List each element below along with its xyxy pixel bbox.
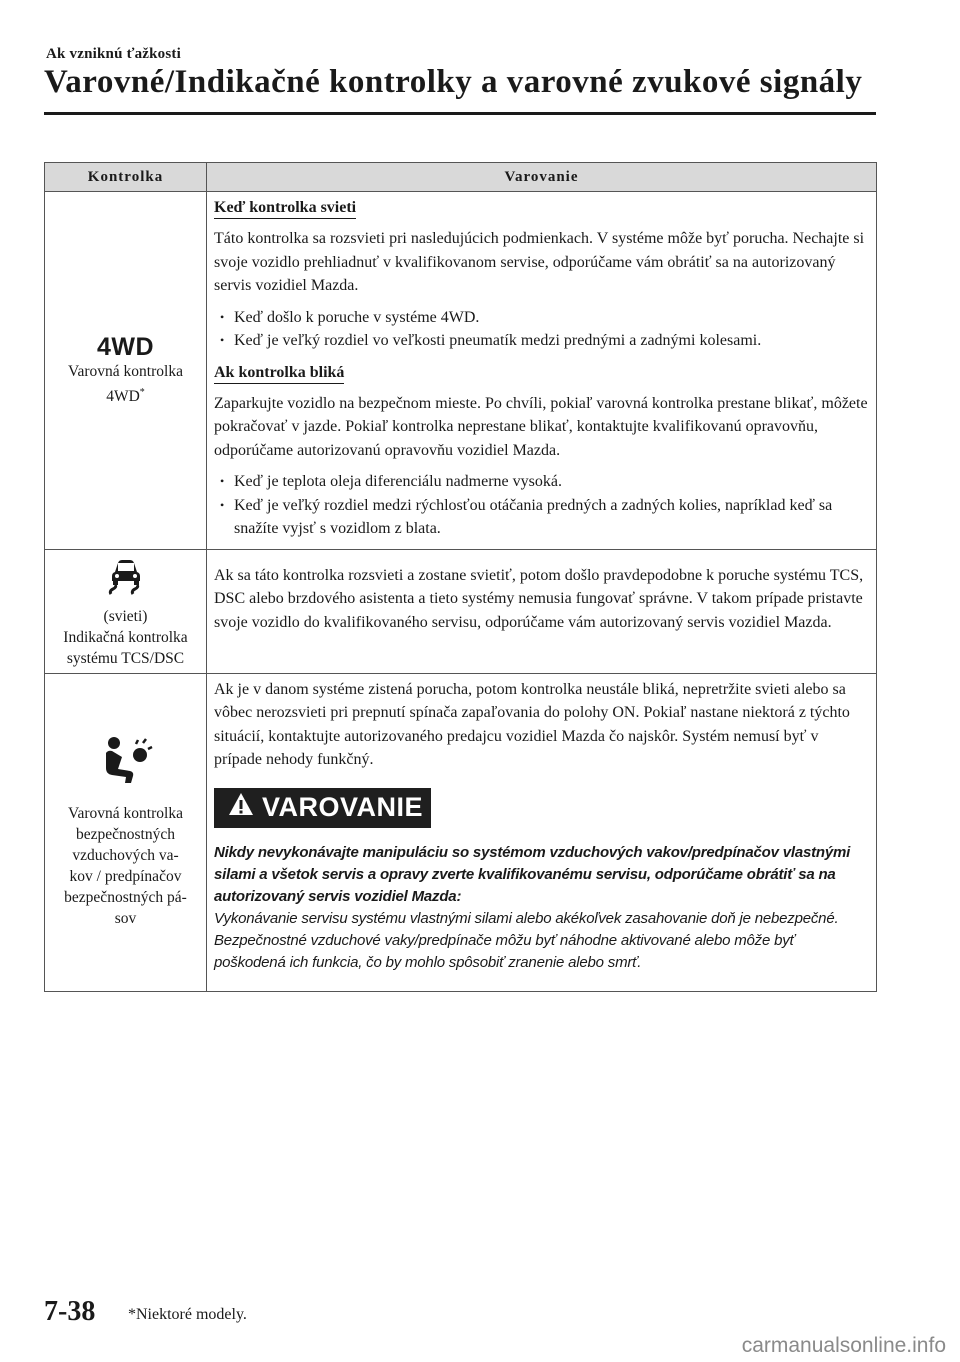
column-header-kontrolka: Kontrolka [45,163,207,192]
table-row [45,673,877,991]
warning-cell-tcs-dsc [207,549,877,673]
subheading-lit: Keď kontrolka svieti [214,198,356,219]
warning-bold-text: Nikdy nevykonávajte manipuláciu so systémom vzduchových vakov/predpínačov vlastnými silami a všetok servis a opravy zverte kvalifikovanému servisu, odporúčame obrátiť sa na autorizovaný servis vozidiel Mazda: [214,843,851,905]
warning-label: VAROVANIE [262,791,424,822]
paragraph: Ak je v danom systéme zistená porucha, potom kontrolka neustále bliká, nepretržite svieti alebo sa vôbec nerozsvieti pri prepnutí spínača zapaľovania do polohy ON. Pokiaľ nastane niektorá z týchto situácií, kontaktujte autorizovaného predajcu vozidiel Mazda čo najskôr. Systém nemusí byť v prípade nehody funkčný. [214,680,850,768]
indicator-cell-tcs-dsc [45,549,207,673]
tcs-dsc-icon [49,556,202,602]
subheading-blinking: Ak kontrolka bliká [214,363,344,384]
paragraph: Ak sa táto kontrolka rozsvieti a zostane svietiť, potom došlo pravdepodobne k poruche systému TCS, DSC alebo brzdového asistenta a tieto systémy nemusia fungovať správne. V takom prípade pristavte svoje vozidlo do kvalifikovaného servisu, odporúčame vám autorizovaný servis vozidiel Mazda. [214,566,864,631]
indicator-label: bezpečnostných pá- [64,889,187,906]
indicator-cell-airbag [45,673,207,991]
section-label: Ak vzniknú ťažkosti [46,46,181,62]
indicator-label: sov [114,910,137,927]
table-row [45,192,877,550]
paragraph: Zaparkujte vozidlo na bezpečnom mieste. Po chvíli, pokiaľ varovná kontrolka prestane blikať, môžete pokračovať v jazde. Pokiaľ kontrolka neprestane blikať, kontaktujte kvalifikovanú opravovňu, odporúčame autorizovanú opravovňu vozidiel Mazda. [214,394,868,459]
4wd-warning-icon: 4WD [96,333,155,362]
indicator-label: bezpečnostných [76,826,175,843]
indicator-label: Varovná kontrolka [68,805,183,822]
indicator-label: vzduchových va- [72,847,179,864]
indicator-cell-4wd [45,192,207,550]
list-item: • Keď je teplota oleja diferenciálu nadmerne vysoká. [214,470,870,494]
indicator-table [44,162,877,992]
airbag-icon [49,735,202,791]
paragraph: Táto kontrolka sa rozsvieti pri nasledujúcich podmienkach. V systéme môže byť porucha. Nechajte si svoje vozidlo prehliadnuť v kvalifikovanom servise, odporúčame vám obrátiť sa na autorizovaný servis vozidiel Mazda. [214,230,865,294]
list-item: • Keď došlo k poruche v systéme 4WD. [214,306,870,330]
warning-text: Vykonávanie servisu systému vlastnými silami alebo akékoľvek zasahovanie doň je nebezpečné. Bezpečnostné vzduchové vaky/predpínače môžu byť náhodne aktivované alebo môže byť poškodená ich funkcia, čo by mohlo spôsobiť zranenie alebo smrť. [214,909,839,971]
list-item: • Keď je veľký rozdiel medzi rýchlosťou otáčania predných a zadných kolies, napríklad keď sa snažíte vyjsť s vozidlom z blata. [214,494,870,541]
table-header-row [45,163,877,192]
bullet-list [214,470,870,541]
indicator-label: Indikačná kontrolka [63,628,188,646]
page-title: Varovné/Indikačné kontrolky a varovné zvukové signály [44,64,863,100]
warning-badge [214,788,431,828]
warning-triangle-icon [228,792,254,824]
page-number: 7-38 [44,1296,96,1327]
indicator-label: 4WD* [106,387,145,406]
warning-cell-airbag [207,673,877,991]
indicator-label: systému TCS/DSC [66,649,185,667]
title-rule [44,112,876,115]
warning-text-block [214,842,870,974]
watermark: carmanualsonline.info [741,1334,946,1357]
indicator-label: (svieti) [103,607,148,625]
bullet-list [214,306,870,353]
column-header-varovanie: Varovanie [207,163,877,192]
indicator-label: kov / predpínačov [69,868,182,885]
indicator-label: Varovná kontrolka [68,363,183,381]
warning-cell-4wd [207,192,877,550]
list-item: • Keď je veľký rozdiel vo veľkosti pneumatík medzi prednými a zadnými kolesami. [214,329,870,353]
footnote: *Niektoré modely. [128,1306,247,1323]
table-row [45,549,877,673]
